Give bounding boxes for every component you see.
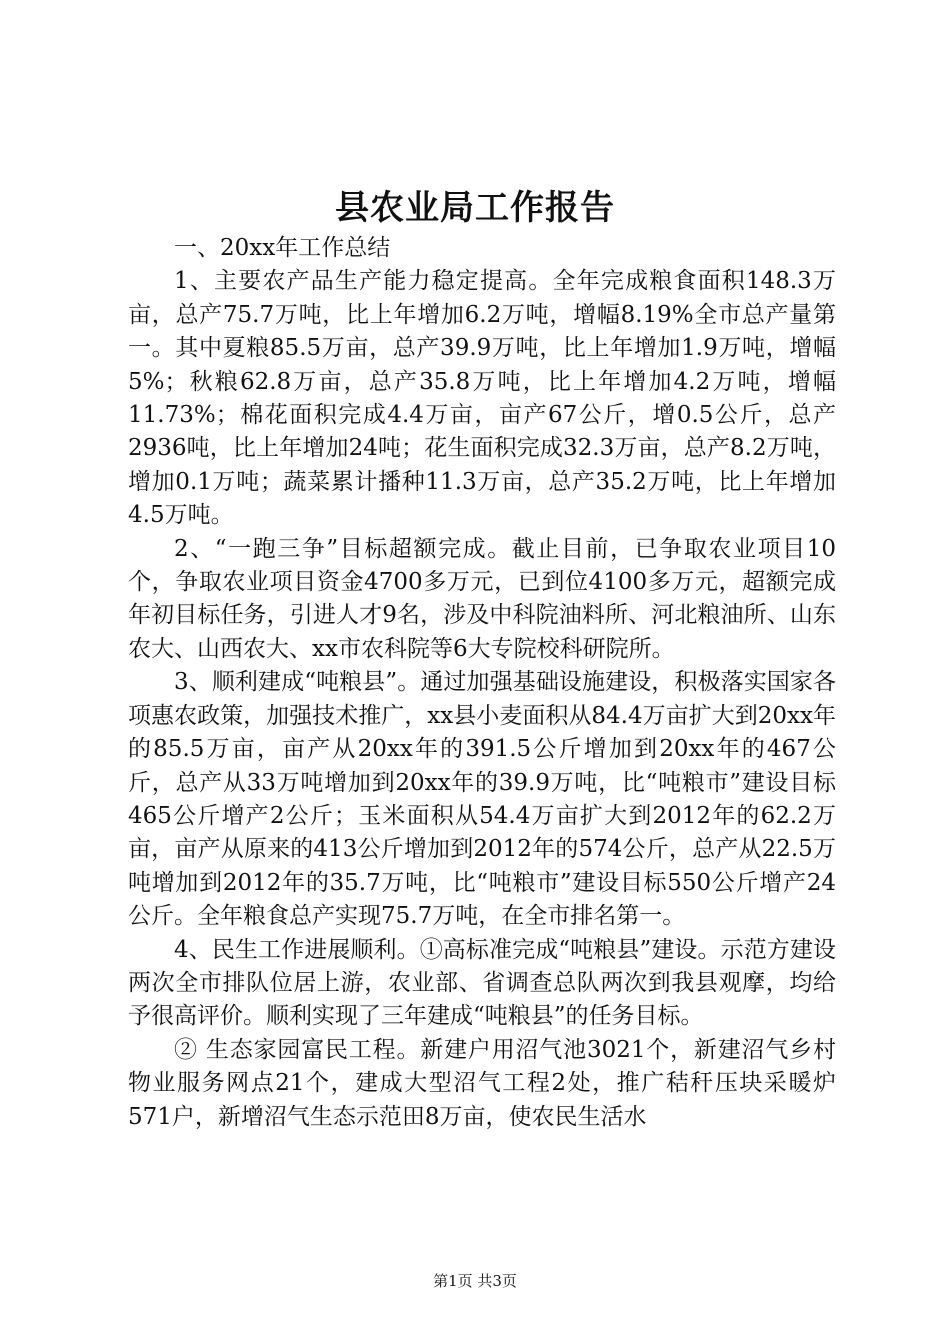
paragraph-projects: 2、“一跑三争”目标超额完成。截止目前，已争取农业项目10个，争取农业项目资金4700多万元，已到位4100多万元，超额完成年初目标任务，引进人才9名，涉及中科院油料所、河北粮油所、山东农大、山西农大、xx市农科院等6大专院校科研院所。 <box>128 535 836 662</box>
paragraph-production: 1、主要农产品生产能力稳定提高。全年完成粮食面积148.3万亩，总产75.7万吨，比上年增加6.2万吨，增幅8.19%全市总产量第一。其中夏粮85.5万亩，总产39.9万吨，比上年增加1.9万吨，增幅5%；秋粮62.8万亩，总产35.8万吨，比上年增加4.2万吨，增幅11.73%；棉花面积完成4.4万亩，亩产67公斤，增0.5公斤，总产2936吨，比上年增加24吨；花生面积完成32.3万亩，总产8.2万吨，增加0.1万吨；蔬菜累计播种11.3万亩，总产35.2万吨，比上年增加4.5万吨。 <box>128 268 836 529</box>
page-footer: 第1页 共3页 <box>433 1272 517 1290</box>
document-body <box>128 232 836 1134</box>
section-heading: 一、20xx年工作总结 <box>174 235 391 261</box>
paragraph-grain-county: 3、顺利建成“吨粮县”。通过加强基础设施建设，积极落实国家各项惠农政策，加强技术推广，xx县小麦面积从84.4万亩扩大到20xx年的85.5万亩，亩产从20xx年的391.5公斤增加到20xx年的467公斤，总产从33万吨增加到20xx年的39.9万吨，比“吨粮市”建设目标465公斤增产2公斤；玉米面积从54.4万亩扩大到2012年的62.2万亩，亩产从原来的413公斤增加到2012年的574公斤，总产从22.5万吨增加到2012年的35.7万吨，比“吨粮市”建设目标550公斤增产24公斤。全年粮食总产实现75.7万吨，在全市排名第一。 <box>128 669 836 930</box>
paragraph-livelihood: 4、民生工作进展顺利。①高标准完成“吨粮县”建设。示范方建设两次全市排队位居上游，农业部、省调查总队两次到我县观摩，均给予很高评价。顺利实现了三年建成“吨粮县”的任务目标。 <box>128 936 836 1030</box>
document-title: 县农业局工作报告 <box>335 188 615 228</box>
paragraph-eco-home: ② 生态家园富民工程。新建户用沼气池3021个，新建沼气乡村物业服务网点21个，建成大型沼气工程2处，推广秸秆压块采暖炉571户，新增沼气生态示范田8万亩，使农民生活水 <box>128 1036 836 1130</box>
